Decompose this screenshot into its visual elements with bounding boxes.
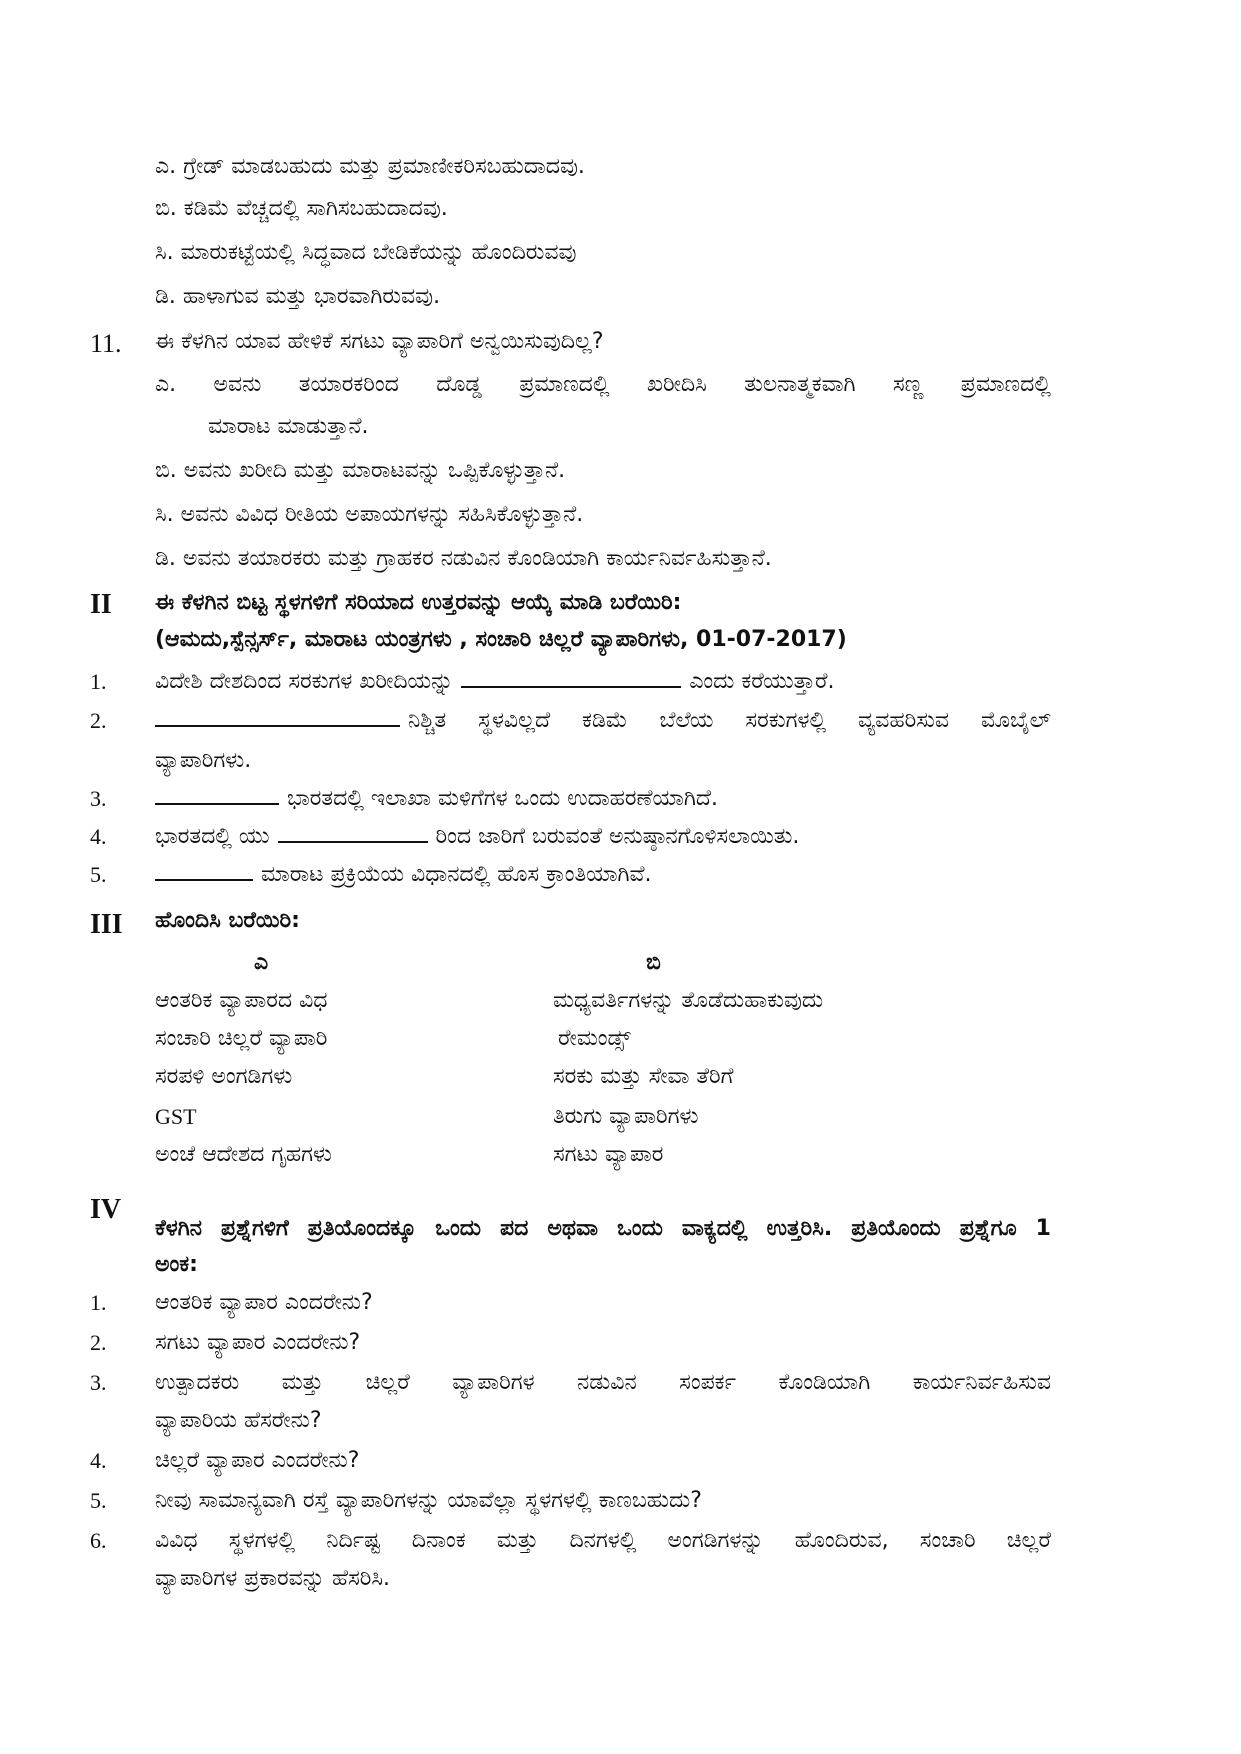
q11-option-a-cont: ಮಾರಾಟ ಮಾಡುತ್ತಾನೆ.	[208, 414, 369, 439]
match-b-item: ತಿರುಗು ವ್ಯಾಪಾರಿಗಳು	[553, 1104, 699, 1129]
match-a-item: ಆಂತರಿಕ ವ್ಯಾಪಾರದ ವಿಧ	[155, 988, 328, 1013]
s2-q2	[155, 708, 1051, 734]
s2-q3	[155, 786, 718, 812]
section-4-heading: ಕೆಳಗಿನ ಪ್ರಶ್ನೆಗಳಿಗೆ ಪ್ರತಿಯೊಂದಕ್ಕೂ ಒಂದು ಪದ ಅಥವಾ ಒಂದು ವಾಕ್ಯದಲ್ಲಿ ಉತ್ತರಿಸಿ. ಪ್ರತಿಯೊಂದು ಪ್ರಶ್ನೆಗೂ 1	[155, 1216, 1051, 1241]
answer-blank[interactable]	[155, 801, 279, 805]
s2-q1-text: ವಿದೇಶಿ ದೇಶದಿಂದ ಸರಕುಗಳ ಖರೀದಿಯನ್ನು	[155, 669, 454, 694]
answer-blank[interactable]	[155, 877, 253, 881]
s2-q1-number: 1.	[90, 669, 107, 694]
match-a-item: ಅಂಚೆ ಆದೇಶದ ಗೃಹಗಳು	[155, 1142, 332, 1167]
s4-q6-number: 6.	[90, 1528, 107, 1553]
answer-blank[interactable]	[278, 839, 428, 843]
answer-blank[interactable]	[461, 684, 681, 688]
match-b-item: ರೇಮಂಡ್ಸ್	[558, 1026, 631, 1051]
s2-q4-number: 4.	[90, 824, 107, 849]
section-3-heading: ಹೊಂದಿಸಿ ಬರೆಯಿರಿ:	[155, 908, 300, 933]
s2-q4-text: ಭಾರತದಲ್ಲಿ ಯು	[155, 824, 270, 849]
s4-q5-number: 5.	[90, 1488, 107, 1513]
section-2-heading: ಈ ಕೆಳಗಿನ ಬಿಟ್ಟ ಸ್ಥಳಗಳಿಗೆ ಸರಿಯಾದ ಉತ್ತರವನ್ನು ಆಯ್ಕೆ ಮಾಡಿ ಬರೆಯಿರಿ:	[155, 590, 682, 615]
s2-q1	[155, 669, 834, 695]
match-b-item: ಮಧ್ಯವರ್ತಿಗಳನ್ನು ತೊಡೆದುಹಾಕುವುದು	[553, 988, 824, 1013]
q11-text: ಈ ಕೆಳಗಿನ ಯಾವ ಹೇಳಿಕೆ ಸಗಟು ವ್ಯಾಪಾರಿಗೆ ಅನ್ವಯಿಸುವುದಿಲ್ಲ?	[155, 329, 604, 354]
q11-option-b: ಬಿ. ಅವನು ಖರೀದಿ ಮತ್ತು ಮಾರಾಟವನ್ನು ಒಪ್ಪಿಕೊಳ್ಳುತ್ತಾನೆ.	[155, 458, 566, 483]
s2-q2-cont: ವ್ಯಾಪಾರಿಗಳು.	[155, 748, 252, 773]
s2-q3-number: 3.	[90, 786, 107, 811]
s4-question: ಆಂತರಿಕ ವ್ಯಾಪಾರ ಎಂದರೇನು?	[155, 1290, 373, 1315]
s4-question: ಸಗಟು ವ್ಯಾಪಾರ ಎಂದರೇನು?	[155, 1330, 361, 1355]
s4-question: ಉತ್ಪಾದಕರು ಮತ್ತು ಚಿಲ್ಲರೆ ವ್ಯಾಪಾರಿಗಳ ನಡುವಿನ ಸಂಪರ್ಕ ಕೊಂಡಿಯಾಗಿ ಕಾರ್ಯನಿರ್ವಹಿಸುವ	[155, 1370, 1051, 1395]
s4-q1-number: 1.	[90, 1290, 107, 1315]
q10-option-a: ಎ. ಗ್ರೇಡ್ ಮಾಡಬಹುದು ಮತ್ತು ಪ್ರಮಾಣೀಕರಿಸಬಹುದಾದವು.	[155, 154, 585, 179]
q11-option-c: ಸಿ. ಅವನು ವಿವಿಧ ರೀತಿಯ ಅಪಾಯಗಳನ್ನು ಸಹಿಸಿಕೊಳ್ಳುತ್ತಾನೆ.	[155, 502, 584, 527]
s4-question: ವಿವಿಧ ಸ್ಥಳಗಳಲ್ಲಿ ನಿರ್ದಿಷ್ಟ ದಿನಾಂಕ ಮತ್ತು ದಿನಗಳಲ್ಲಿ ಅಂಗಡಿಗಳನ್ನು ಹೊಂದಿರುವ, ಸಂಚಾರಿ ಚಿಲ್ಲರೆ	[155, 1528, 1051, 1553]
q11-number: 11.	[90, 329, 122, 358]
s2-q1-text-end: ಎಂದು ಕರೆಯುತ್ತಾರೆ.	[689, 669, 835, 694]
s4-q2-number: 2.	[90, 1330, 107, 1355]
s4-question-cont: ವ್ಯಾಪಾರಿಗಳ ಪ್ರಕಾರವನ್ನು ಹೆಸರಿಸಿ.	[155, 1566, 391, 1591]
section-4-numeral: IV	[90, 1194, 122, 1225]
match-b-item: ಸರಕು ಮತ್ತು ಸೇವಾ ತೆರಿಗೆ	[553, 1064, 734, 1089]
match-a-item: ಸಂಚಾರಿ ಚಿಲ್ಲರೆ ವ್ಯಾಪಾರಿ	[155, 1026, 328, 1051]
s2-q5	[155, 862, 652, 888]
q11-option-a: ಎ. ಅವನು ತಯಾರಕರಿಂದ ದೊಡ್ಡ ಪ್ರಮಾಣದಲ್ಲಿ ಖರೀದಿಸಿ ತುಲನಾತ್ಮಕವಾಗಿ ಸಣ್ಣ ಪ್ರಮಾಣದಲ್ಲಿ	[155, 372, 1051, 397]
s4-question-cont: ವ್ಯಾಪಾರಿಯ ಹೆಸರೇನು?	[155, 1408, 322, 1433]
section-3-numeral: III	[90, 909, 123, 940]
match-a-item: ಸರಪಳಿ ಅಂಗಡಿಗಳು	[155, 1064, 293, 1089]
q10-option-d: ಡಿ. ಹಾಳಾಗುವ ಮತ್ತು ಭಾರವಾಗಿರುವವು.	[155, 284, 441, 309]
q10-option-c: ಸಿ. ಮಾರುಕಟ್ಟೆಯಲ್ಲಿ ಸಿದ್ಧವಾದ ಬೇಡಿಕೆಯನ್ನು ಹೊಂದಿರುವವು	[155, 240, 577, 265]
s2-q5-text: ಮಾರಾಟ ಪ್ರಕ್ರಿಯೆಯ ವಿಧಾನದಲ್ಲಿ ಹೊಸ ಕ್ರಾಂತಿಯಾಗಿವೆ.	[261, 862, 652, 887]
s2-q2-number: 2.	[90, 708, 107, 733]
q10-option-b: ಬಿ. ಕಡಿಮೆ ವೆಚ್ಚದಲ್ಲಿ ಸಾಗಿಸಬಹುದಾದವು.	[155, 196, 448, 221]
column-a-header: ಎ	[254, 950, 269, 975]
s4-question: ನೀವು ಸಾಮಾನ್ಯವಾಗಿ ರಸ್ತೆ ವ್ಯಾಪಾರಿಗಳನ್ನು ಯಾವೆಲ್ಲಾ ಸ್ಥಳಗಳಲ್ಲಿ ಕಾಣಬಹುದು?	[155, 1488, 702, 1513]
s4-q4-number: 4.	[90, 1448, 107, 1473]
match-a-item: GST	[155, 1104, 197, 1129]
column-b-header: ಬಿ	[646, 950, 661, 975]
q11-option-d: ಡಿ. ಅವನು ತಯಾರಕರು ಮತ್ತು ಗ್ರಾಹಕರ ನಡುವಿನ ಕೊಂಡಿಯಾಗಿ ಕಾರ್ಯನಿರ್ವಹಿಸುತ್ತಾನೆ.	[155, 546, 772, 571]
section-2-numeral: II	[90, 589, 112, 620]
s4-question: ಚಿಲ್ಲರೆ ವ್ಯಾಪಾರ ಎಂದರೇನು?	[155, 1448, 360, 1473]
s2-q2-text: ನಿಶ್ಚಿತ ಸ್ಥಳವಿಲ್ಲದೆ ಕಡಿಮೆ ಬೆಲೆಯ ಸರಕುಗಳಲ್ಲಿ ವ್ಯವಹರಿಸುವ ಮೊಬೈಲ್	[408, 708, 1051, 733]
s2-q5-number: 5.	[90, 862, 107, 887]
s4-q3-number: 3.	[90, 1370, 107, 1395]
section-2-choices: (ಆಮದು,ಸ್ಪೆನ್ಸರ್ಸ್, ಮಾರಾಟ ಯಂತ್ರಗಳು , ಸಂಚಾರಿ ಚಿಲ್ಲರೆ ವ್ಯಾಪಾರಿಗಳು, 01-07-2017)	[155, 627, 847, 652]
match-b-item: ಸಗಟು ವ್ಯಾಪಾರ	[553, 1142, 664, 1167]
s2-q3-text: ಭಾರತದಲ್ಲಿ ಇಲಾಖಾ ಮಳಿಗೆಗಳ ಒಂದು ಉದಾಹರಣೆಯಾಗಿದೆ.	[287, 786, 718, 811]
section-4-heading-cont: ಅಂಕ:	[155, 1252, 198, 1277]
s2-q4	[155, 824, 799, 850]
answer-blank[interactable]	[155, 723, 400, 727]
s2-q4-text-end: ರಿಂದ ಜಾರಿಗೆ ಬರುವಂತೆ ಅನುಷ್ಠಾನಗೊಳಿಸಲಾಯಿತು.	[435, 824, 800, 849]
